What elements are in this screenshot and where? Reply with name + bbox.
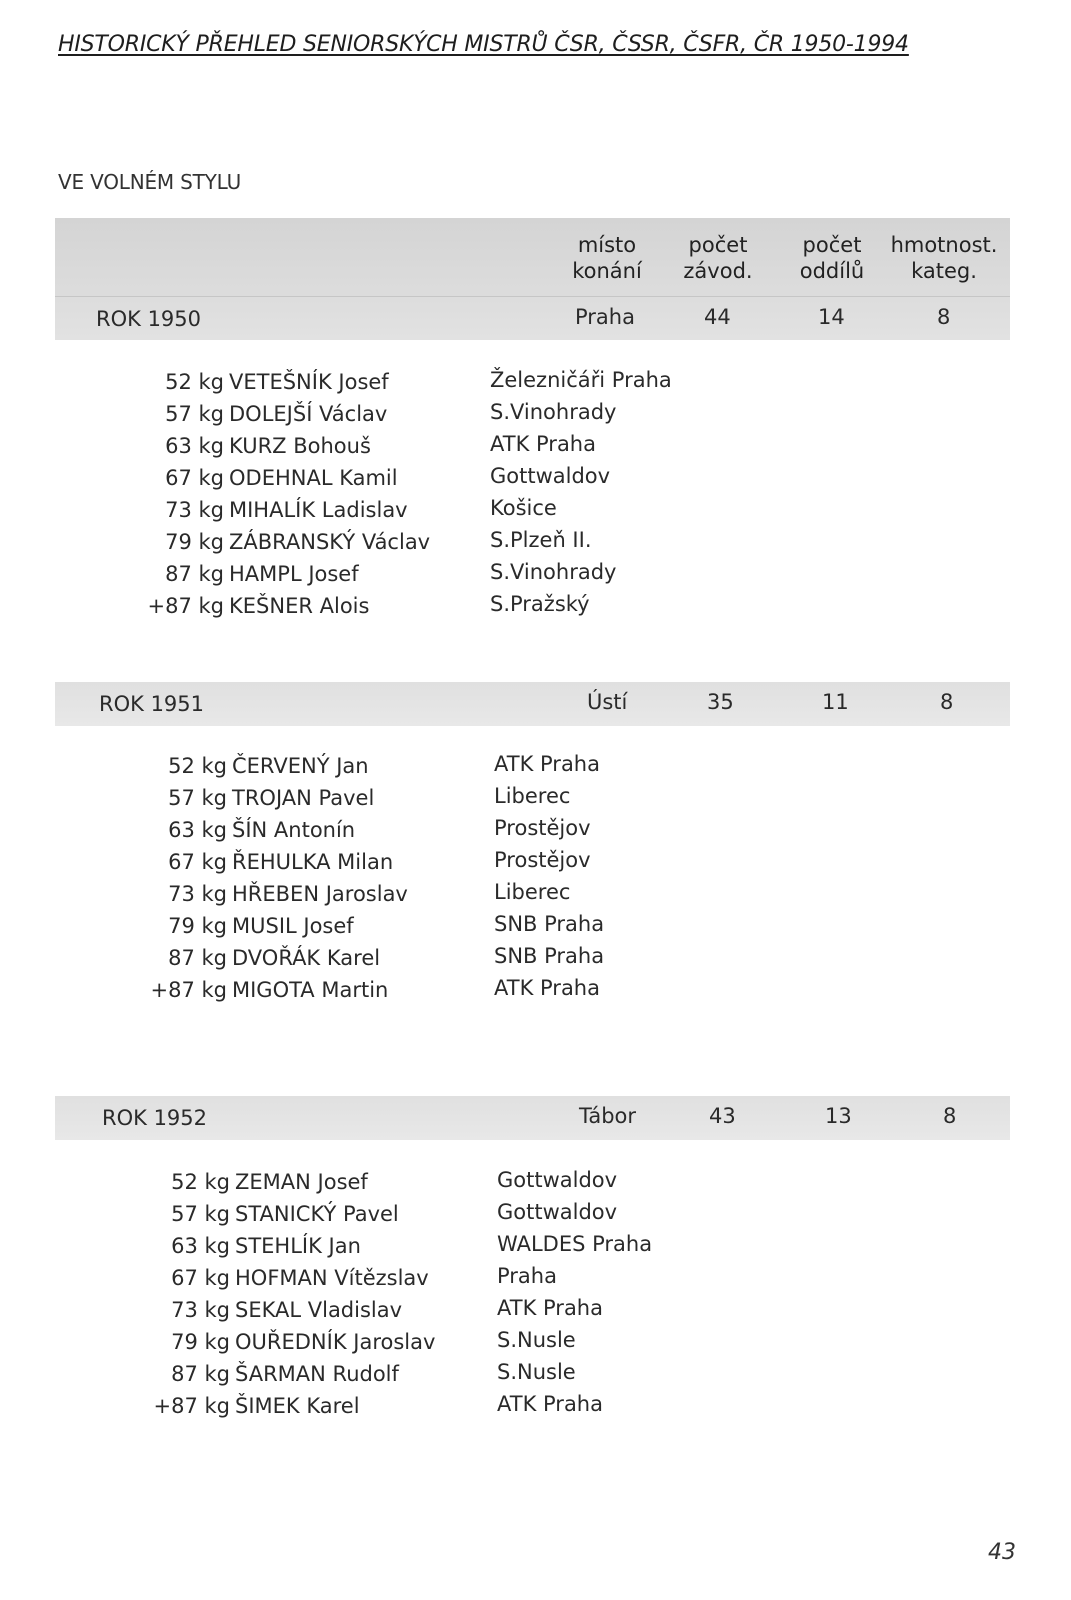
year-categories: 8 bbox=[940, 690, 954, 714]
champion-name: ŠIMEK Karel bbox=[235, 1394, 360, 1418]
year-competitors: 35 bbox=[707, 690, 734, 714]
champion-name: ŠÍN Antonín bbox=[232, 818, 356, 842]
year-label: ROK 1950 bbox=[96, 307, 202, 331]
champion-club: ATK Praha bbox=[497, 1392, 603, 1416]
header-competitors-line1: počet bbox=[688, 233, 748, 257]
champion-club: Liberec bbox=[494, 880, 571, 904]
champion-club: SNB Praha bbox=[494, 912, 605, 936]
year-label: ROK 1952 bbox=[102, 1106, 208, 1130]
champion-name: DOLEJŠÍ Václav bbox=[229, 402, 388, 426]
champion-weight: 52 kg bbox=[165, 370, 224, 394]
champion-name: ŘEHULKA Milan bbox=[232, 850, 394, 874]
champion-weight: 52 kg bbox=[171, 1170, 230, 1194]
champion-weight: +87 kg bbox=[153, 1394, 230, 1418]
year-categories: 8 bbox=[937, 305, 951, 329]
champion-name: MIGOTA Martin bbox=[232, 978, 389, 1002]
champion-club: WALDES Praha bbox=[497, 1232, 653, 1256]
header-categories-line2: kateg. bbox=[911, 259, 977, 283]
champion-weight: 63 kg bbox=[171, 1234, 230, 1258]
champion-club: S.Nusle bbox=[497, 1360, 576, 1384]
header-divider bbox=[55, 296, 1010, 297]
champion-club: ATK Praha bbox=[490, 432, 596, 456]
champion-club: S.Pražský bbox=[490, 592, 590, 616]
year-competitors: 44 bbox=[704, 305, 731, 329]
champion-name: STEHLÍK Jan bbox=[235, 1234, 361, 1258]
champion-name: VETEŠNÍK Josef bbox=[229, 370, 389, 394]
champion-weight: 87 kg bbox=[168, 946, 227, 970]
header-clubs-line1: počet bbox=[802, 233, 862, 257]
champion-name: KURZ Bohouš bbox=[229, 434, 371, 458]
year-label: ROK 1951 bbox=[99, 692, 205, 716]
champion-club: Liberec bbox=[494, 784, 571, 808]
header-categories-line1: hmotnost. bbox=[890, 233, 998, 257]
champion-weight: 63 kg bbox=[168, 818, 227, 842]
year-place: Tábor bbox=[579, 1104, 637, 1128]
champion-weight: 57 kg bbox=[168, 786, 227, 810]
header-competitors-line2: závod. bbox=[683, 259, 753, 283]
champion-club: S.Vinohrady bbox=[490, 560, 617, 584]
champion-weight: 73 kg bbox=[171, 1298, 230, 1322]
champion-weight: 79 kg bbox=[168, 914, 227, 938]
year-place: Ústí bbox=[587, 690, 628, 714]
champion-weight: +87 kg bbox=[147, 594, 224, 618]
champion-name: ZEMAN Josef bbox=[235, 1170, 368, 1194]
header-categories bbox=[880, 232, 1008, 284]
section-title: VE VOLNÉM STYLU bbox=[58, 170, 242, 194]
champion-name: ZÁBRANSKÝ Václav bbox=[229, 530, 431, 554]
champion-name: HOFMAN Vítězslav bbox=[235, 1266, 429, 1290]
champion-club: SNB Praha bbox=[494, 944, 605, 968]
page-title: HISTORICKÝ PŘEHLED SENIORSKÝCH MISTRŮ ČSR, ČSSR, ČSFR, ČR 1950-1994 bbox=[58, 32, 909, 57]
champion-weight: 57 kg bbox=[165, 402, 224, 426]
champion-name: TROJAN Pavel bbox=[232, 786, 375, 810]
champion-weight: 79 kg bbox=[165, 530, 224, 554]
champion-name: HŘEBEN Jaroslav bbox=[232, 882, 408, 906]
champion-weight: 79 kg bbox=[171, 1330, 230, 1354]
champion-club: ATK Praha bbox=[494, 976, 600, 1000]
header-clubs-line2: oddílů bbox=[799, 259, 865, 283]
champion-club: Gottwaldov bbox=[497, 1200, 618, 1224]
champion-club: Prostějov bbox=[494, 848, 591, 872]
year-categories: 8 bbox=[943, 1104, 957, 1128]
champion-weight: 87 kg bbox=[165, 562, 224, 586]
header-competitors bbox=[668, 232, 768, 284]
champion-weight: 73 kg bbox=[165, 498, 224, 522]
champion-club: ATK Praha bbox=[494, 752, 600, 776]
champion-name: SEKAL Vladislav bbox=[235, 1298, 403, 1322]
champion-club: S.Vinohrady bbox=[490, 400, 617, 424]
champion-weight: 57 kg bbox=[171, 1202, 230, 1226]
champion-weight: +87 kg bbox=[150, 978, 227, 1002]
champion-weight: 67 kg bbox=[165, 466, 224, 490]
champion-name: MUSIL Josef bbox=[232, 914, 354, 938]
champion-name: KEŠNER Alois bbox=[229, 594, 370, 618]
champion-club: Praha bbox=[497, 1264, 557, 1288]
champion-name: HAMPL Josef bbox=[229, 562, 359, 586]
champion-club: S.Plzeň II. bbox=[490, 528, 592, 552]
champion-weight: 67 kg bbox=[168, 850, 227, 874]
champion-club: Železničáři Praha bbox=[490, 368, 672, 392]
champion-club: Prostějov bbox=[494, 816, 591, 840]
header-clubs bbox=[782, 232, 882, 284]
champion-weight: 63 kg bbox=[165, 434, 224, 458]
header-place-line1: místo bbox=[577, 233, 637, 257]
champion-name: ODEHNAL Kamil bbox=[229, 466, 398, 490]
year-competitors: 43 bbox=[709, 1104, 736, 1128]
champion-club: Košice bbox=[490, 496, 557, 520]
champion-name: MIHALÍK Ladislav bbox=[229, 498, 408, 522]
year-clubs: 13 bbox=[825, 1104, 852, 1128]
year-clubs: 11 bbox=[822, 690, 849, 714]
champion-weight: 73 kg bbox=[168, 882, 227, 906]
champion-club: Gottwaldov bbox=[497, 1168, 618, 1192]
header-place-line2: konání bbox=[572, 259, 642, 283]
year-place: Praha bbox=[575, 305, 635, 329]
page-number: 43 bbox=[988, 1540, 1016, 1565]
champion-name: DVOŘÁK Karel bbox=[232, 946, 381, 970]
champion-name: STANICKÝ Pavel bbox=[235, 1202, 399, 1226]
champion-weight: 52 kg bbox=[168, 754, 227, 778]
champion-name: OUŘEDNÍK Jaroslav bbox=[235, 1330, 436, 1354]
champion-name: ČERVENÝ Jan bbox=[232, 754, 369, 778]
header-place bbox=[552, 232, 662, 284]
year-clubs: 14 bbox=[818, 305, 845, 329]
champion-weight: 87 kg bbox=[171, 1362, 230, 1386]
champion-club: ATK Praha bbox=[497, 1296, 603, 1320]
champion-club: S.Nusle bbox=[497, 1328, 576, 1352]
champion-weight: 67 kg bbox=[171, 1266, 230, 1290]
champion-club: Gottwaldov bbox=[490, 464, 611, 488]
champion-name: ŠARMAN Rudolf bbox=[235, 1362, 399, 1386]
